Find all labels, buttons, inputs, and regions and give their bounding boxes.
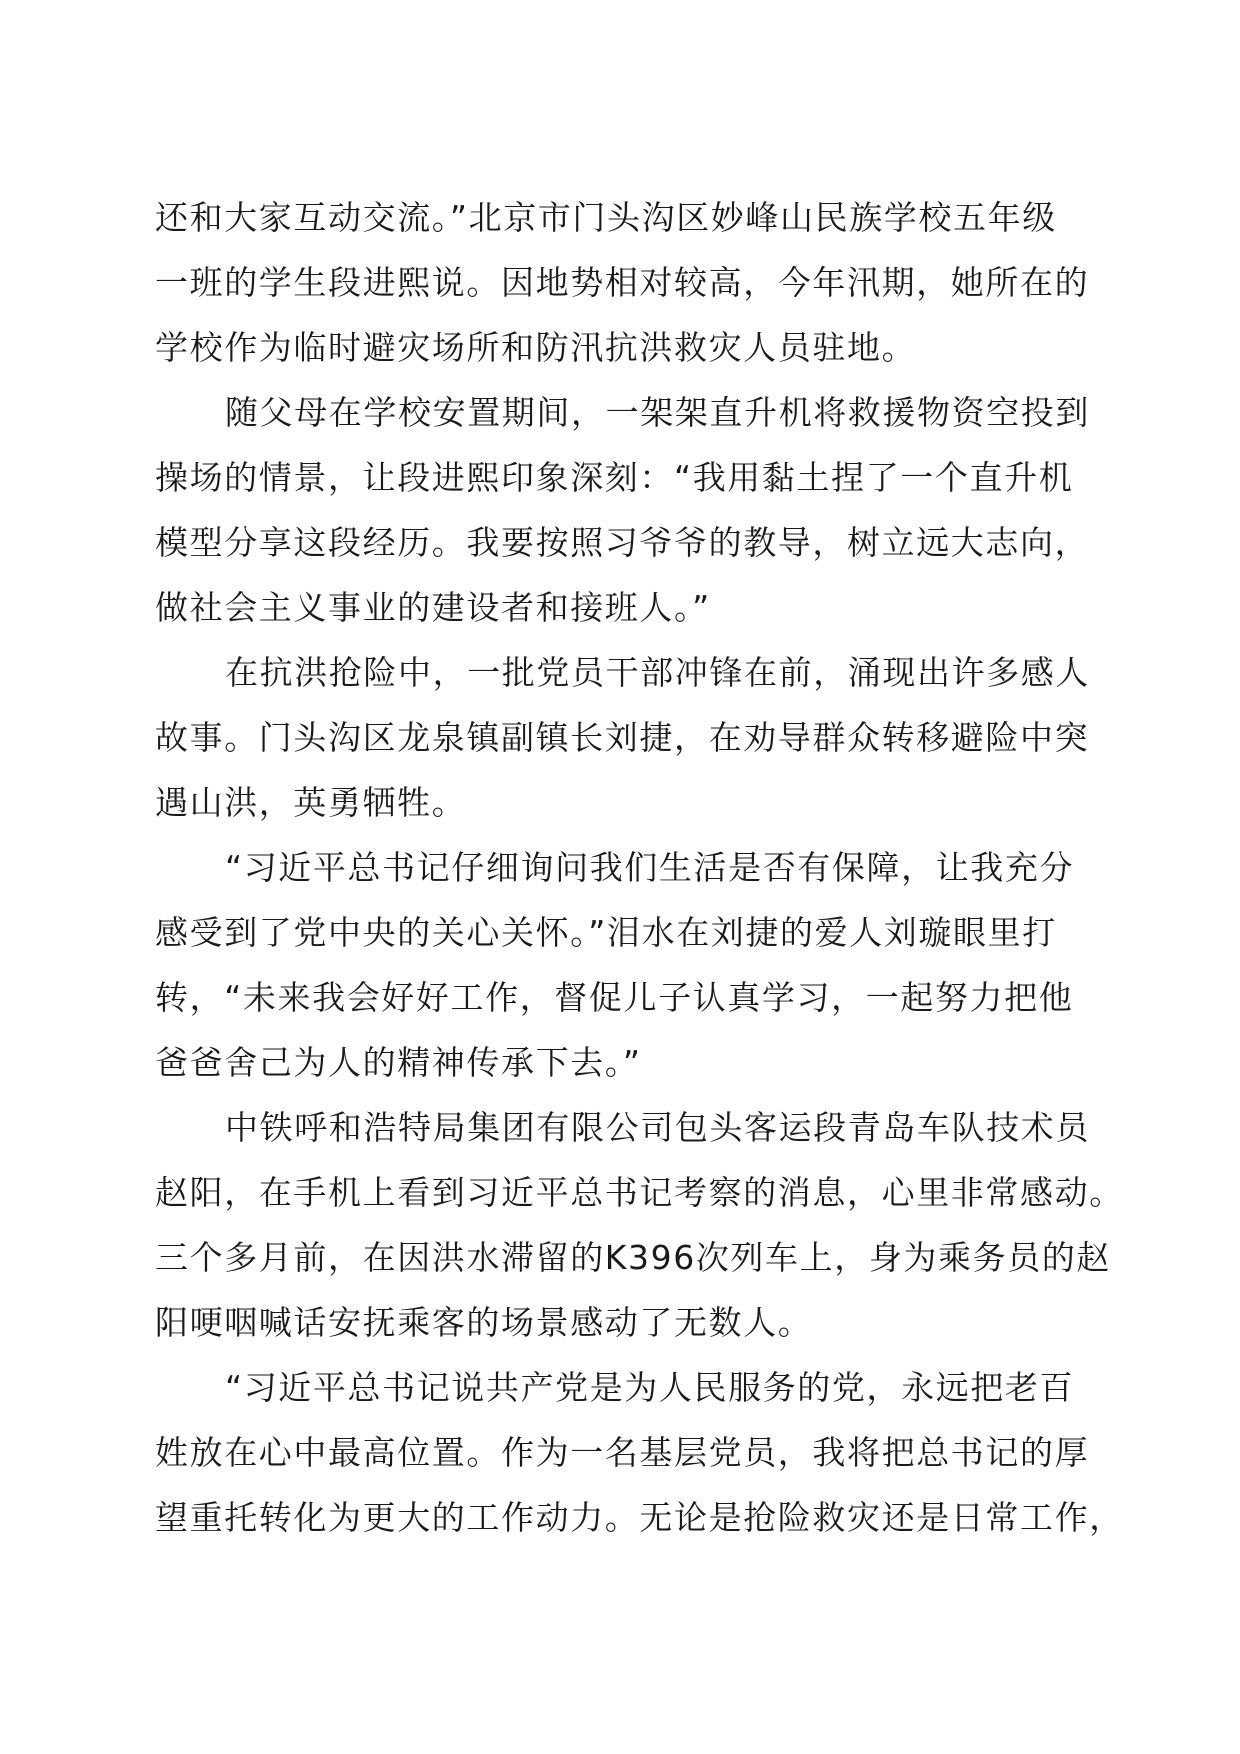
text-line: 故事。门头沟区龙泉镇副镇长刘捷，在劝导群众转移避险中突	[155, 718, 1090, 757]
text-line: 遇山洪，英勇牺牲。	[155, 783, 467, 822]
text-line: 三个多月前，在因洪水滞留的K396次列车上，身为乘务员的赵	[155, 1238, 1112, 1277]
text-line: 操场的情景，让段进熙印象深刻：“我用黏土捏了一个直升机	[155, 458, 1074, 497]
document-body	[155, 185, 1124, 1550]
text-line: 做社会主义事业的建设者和接班人。”	[155, 588, 711, 627]
text-line: 学校作为临时避灾场所和防汛抗洪救灾人员驻地。	[155, 328, 917, 367]
text-line: 阳哽咽喊话安抚乘客的场景感动了无数人。	[155, 1303, 813, 1342]
paragraph-first-line: 在抗洪抢险中，一批党员干部冲锋在前，涌现出许多感人	[225, 653, 1090, 692]
paragraph-first-line: “习近平总书记仔细询问我们生活是否有保障，让我充分	[225, 848, 1075, 887]
text-line: 赵阳，在手机上看到习近平总书记考察的消息，心里非常感动。	[155, 1173, 1124, 1212]
text-line: 一班的学生段进熙说。因地势相对较高，今年汛期，她所在的	[155, 263, 1090, 302]
text-line: 转，“未来我会好好工作，督促儿子认真学习，一起努力把他	[155, 978, 1074, 1017]
paragraph-first-line: “习近平总书记说共产党是为人民服务的党，永远把老百	[225, 1368, 1075, 1407]
text-line: 感受到了党中央的关心关怀。”泪水在刘捷的爱人刘璇眼里打	[155, 913, 1057, 952]
paragraph-first-line: 中铁呼和浩特局集团有限公司包头客运段青岛车队技术员	[225, 1108, 1090, 1147]
text-line: 还和大家互动交流。”北京市门头沟区妙峰山民族学校五年级	[155, 198, 1057, 237]
paragraph-first-line: 随父母在学校安置期间，一架架直升机将救援物资空投到	[225, 393, 1090, 432]
text-line: 姓放在心中最高位置。作为一名基层党员，我将把总书记的厚	[155, 1433, 1090, 1472]
text-line: 爸爸舍己为人的精神传承下去。”	[155, 1043, 642, 1082]
text-line: 模型分享这段经历。我要按照习爷爷的教导，树立远大志向，	[155, 523, 1090, 562]
text-line: 望重托转化为更大的工作动力。无论是抢险救灾还是日常工作，	[155, 1498, 1124, 1537]
